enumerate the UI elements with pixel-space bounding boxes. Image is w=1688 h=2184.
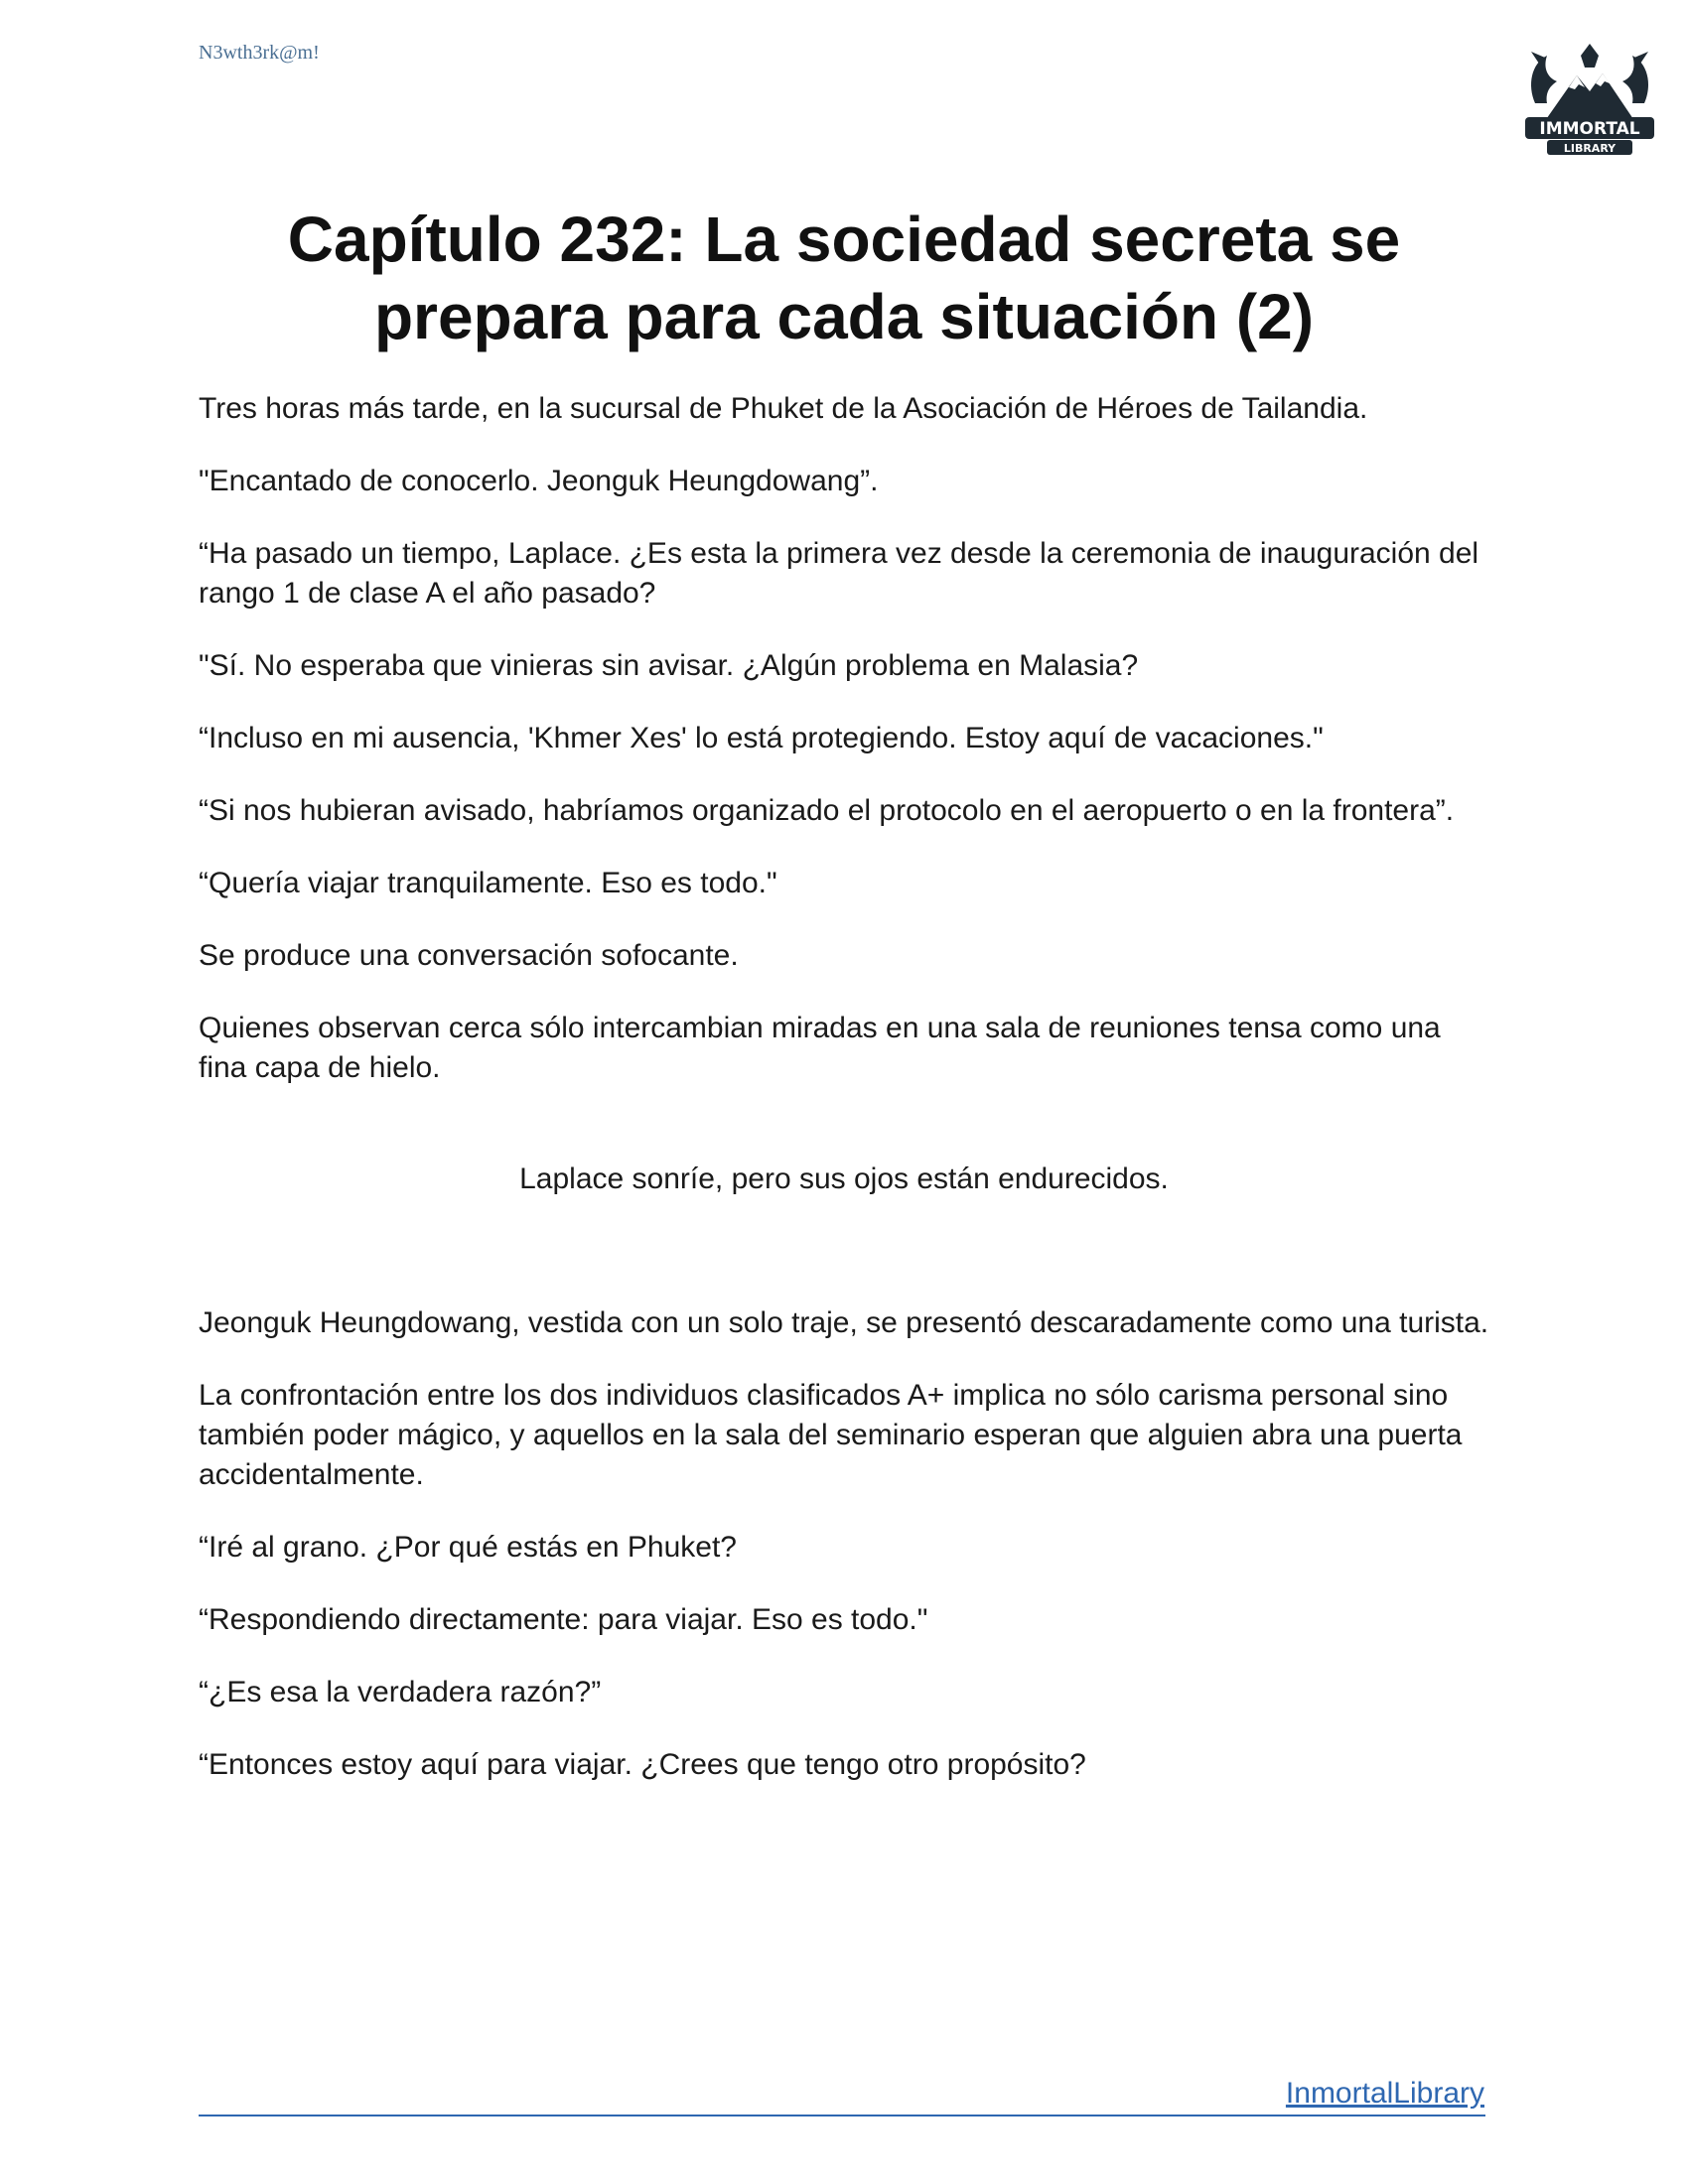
centered-paragraph: Laplace sonríe, pero sus ojos están endurecidos. bbox=[519, 1162, 1169, 1195]
paragraph: “Iré al grano. ¿Por qué estás en Phuket? bbox=[199, 1531, 737, 1564]
paragraph: La confrontación entre los dos individuos clasificados A+ implica no sólo carisma personal sino también poder mágico, y aquellos en la sala del seminario esperan que alguien abra una puerta accidentalmente. bbox=[199, 1379, 1463, 1491]
paragraph: “Entonces estoy aquí para viajar. ¿Crees que tengo otro propósito? bbox=[199, 1748, 1086, 1781]
chapter-body bbox=[199, 389, 1489, 1818]
paragraph: Se produce una conversación sofocante. bbox=[199, 939, 739, 972]
paragraph: “Ha pasado un tiempo, Laplace. ¿Es esta la primera vez desde la ceremonia de inauguración del rango 1 de clase A el año pasado? bbox=[199, 537, 1479, 610]
immortal-library-logo bbox=[1517, 34, 1662, 163]
paragraph: Jeonguk Heungdowang, vestida con un solo traje, se presentó descaradamente como una turista. bbox=[199, 1306, 1489, 1339]
paragraph: Quienes observan cerca sólo intercambian miradas en una sala de reuniones tensa como una fina capa de hielo. bbox=[199, 1012, 1441, 1084]
paragraph: "Sí. No esperaba que vinieras sin avisar. ¿Algún problema en Malasia? bbox=[199, 649, 1139, 682]
paragraph: “¿Es esa la verdadera razón?” bbox=[199, 1676, 602, 1708]
paragraph: Tres horas más tarde, en la sucursal de Phuket de la Asociación de Héroes de Tailandia. bbox=[199, 392, 1368, 425]
paragraph: “Quería viajar tranquilamente. Eso es todo." bbox=[199, 867, 777, 899]
paragraph: "Encantado de conocerlo. Jeonguk Heungdowang”. bbox=[199, 465, 879, 497]
paragraph: “Respondiendo directamente: para viajar. Eso es todo." bbox=[199, 1603, 928, 1636]
paragraph: “Incluso en mi ausencia, 'Khmer Xes' lo está protegiendo. Estoy aquí de vacaciones." bbox=[199, 722, 1324, 754]
logo-line-1: IMMORTAL bbox=[1539, 119, 1640, 139]
dragon-mountain-crest-icon bbox=[1517, 34, 1662, 163]
watermark-text: N3wth3rk@m! bbox=[199, 42, 320, 64]
paragraph: “Si nos hubieran avisado, habríamos organizado el protocolo en el aeropuerto o en la frontera”. bbox=[199, 794, 1455, 827]
logo-line-2: LIBRARY bbox=[1563, 142, 1617, 155]
footer-divider bbox=[199, 2115, 1485, 2116]
footer-link[interactable]: InmortalLibrary bbox=[1285, 2077, 1484, 2110]
chapter-title: Capítulo 232: La sociedad secreta se prepara para cada situación (2) bbox=[287, 204, 1401, 352]
